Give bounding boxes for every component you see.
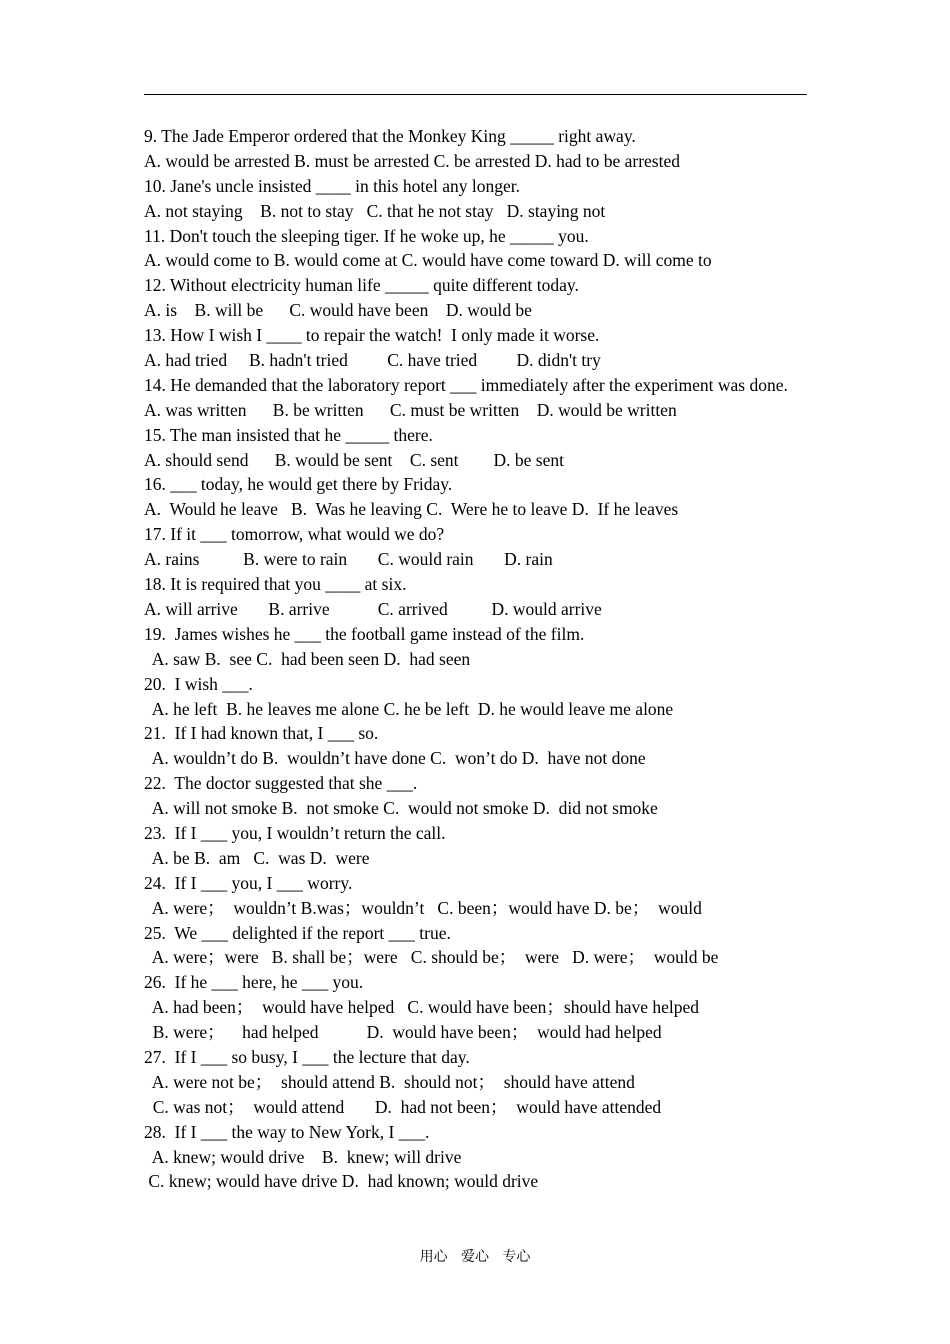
question-10: 10. Jane's uncle insisted ____ in this hotel any longer. bbox=[144, 175, 520, 196]
options-26-a-c: A. had been； would have helped C. would have been；should have helped bbox=[144, 997, 700, 1018]
options-19: A. saw B. see C. had been seen D. had seen bbox=[144, 648, 471, 669]
options-9: A. would be arrested B. must be arrested C. be arrested D. had to be arrested bbox=[144, 150, 680, 171]
question-16: 16. ___ today, he would get there by Friday. bbox=[144, 474, 453, 495]
options-26-b-d: B. were； had helped D. would have been； would had helped bbox=[144, 1022, 662, 1043]
options-10: A. not staying B. not to stay C. that he not stay D. staying not bbox=[144, 200, 606, 221]
question-25: 25. We ___ delighted if the report ___ true. bbox=[144, 922, 451, 943]
question-12: 12. Without electricity human life _____ quite different today. bbox=[144, 275, 579, 296]
question-9: 9. The Jade Emperor ordered that the Monkey King _____ right away. bbox=[144, 126, 636, 146]
options-11: A. would come to B. would come at C. would have come toward D. will come to bbox=[144, 250, 712, 271]
options-28-a-b: A. knew; would drive B. knew; will drive bbox=[144, 1146, 462, 1167]
options-16: A. Would he leave B. Was he leaving C. Were he to leave D. If he leaves bbox=[144, 499, 679, 520]
question-21: 21. If I had known that, I ___ so. bbox=[144, 723, 379, 744]
question-20: 20. I wish ___. bbox=[144, 673, 253, 694]
question-11: 11. Don't touch the sleeping tiger. If he woke up, he _____ you. bbox=[144, 225, 589, 246]
question-13: 13. How I wish I ____ to repair the watch! I only made it worse. bbox=[144, 325, 600, 346]
options-17: A. rains B. were to rain C. would rain D. rain bbox=[144, 549, 553, 570]
options-18: A. will arrive B. arrive C. arrived D. would arrive bbox=[144, 598, 602, 619]
options-23: A. be B. am C. was D. were bbox=[144, 847, 370, 868]
question-28: 28. If I ___ the way to New York, I ___. bbox=[144, 1121, 430, 1142]
question-17: 17. If it ___ tomorrow, what would we do? bbox=[144, 524, 445, 545]
question-15: 15. The man insisted that he _____ there. bbox=[144, 424, 433, 445]
options-25: A. were；were B. shall be；were C. should be； were D. were； would be bbox=[144, 947, 719, 968]
options-20: A. he left B. he leaves me alone C. he be left D. he would leave me alone bbox=[144, 698, 674, 719]
exercise-content bbox=[144, 124, 807, 1194]
options-14: A. was written B. be written C. must be written D. would be written bbox=[144, 399, 677, 420]
options-13: A. had tried B. hadn't tried C. have tried D. didn't try bbox=[144, 350, 601, 371]
options-27-c-d: C. was not； would attend D. had not been； would have attended bbox=[144, 1096, 662, 1117]
question-19: 19. James wishes he ___ the football game instead of the film. bbox=[144, 623, 585, 644]
question-23: 23. If I ___ you, I wouldn’t return the call. bbox=[144, 822, 446, 843]
options-21: A. wouldn’t do B. wouldn’t have done C. won’t do D. have not done bbox=[144, 748, 646, 769]
question-14: 14. He demanded that the laboratory report ___ immediately after the experiment was done. bbox=[144, 374, 788, 395]
question-24: 24. If I ___ you, I ___ worry. bbox=[144, 872, 353, 893]
options-28-c-d: C. knew; would have drive D. had known; would drive bbox=[144, 1171, 539, 1192]
options-12: A. is B. will be C. would have been D. would be bbox=[144, 300, 532, 321]
options-22: A. will not smoke B. not smoke C. would not smoke D. did not smoke bbox=[144, 798, 658, 819]
question-22: 22. The doctor suggested that she ___. bbox=[144, 773, 418, 794]
page-footer: 用心 爱心 专心 bbox=[419, 1249, 531, 1265]
options-15: A. should send B. would be sent C. sent D. be sent bbox=[144, 449, 564, 470]
header-rule bbox=[144, 94, 807, 95]
options-24: A. were； wouldn’t B.was；wouldn’t C. been；would have D. be； would bbox=[144, 897, 702, 918]
options-27-a-b: A. were not be； should attend B. should not； should have attend bbox=[144, 1071, 635, 1092]
question-27: 27. If I ___ so busy, I ___ the lecture that day. bbox=[144, 1046, 470, 1067]
question-18: 18. It is required that you ____ at six. bbox=[144, 574, 407, 595]
question-26: 26. If he ___ here, he ___ you. bbox=[144, 972, 364, 993]
